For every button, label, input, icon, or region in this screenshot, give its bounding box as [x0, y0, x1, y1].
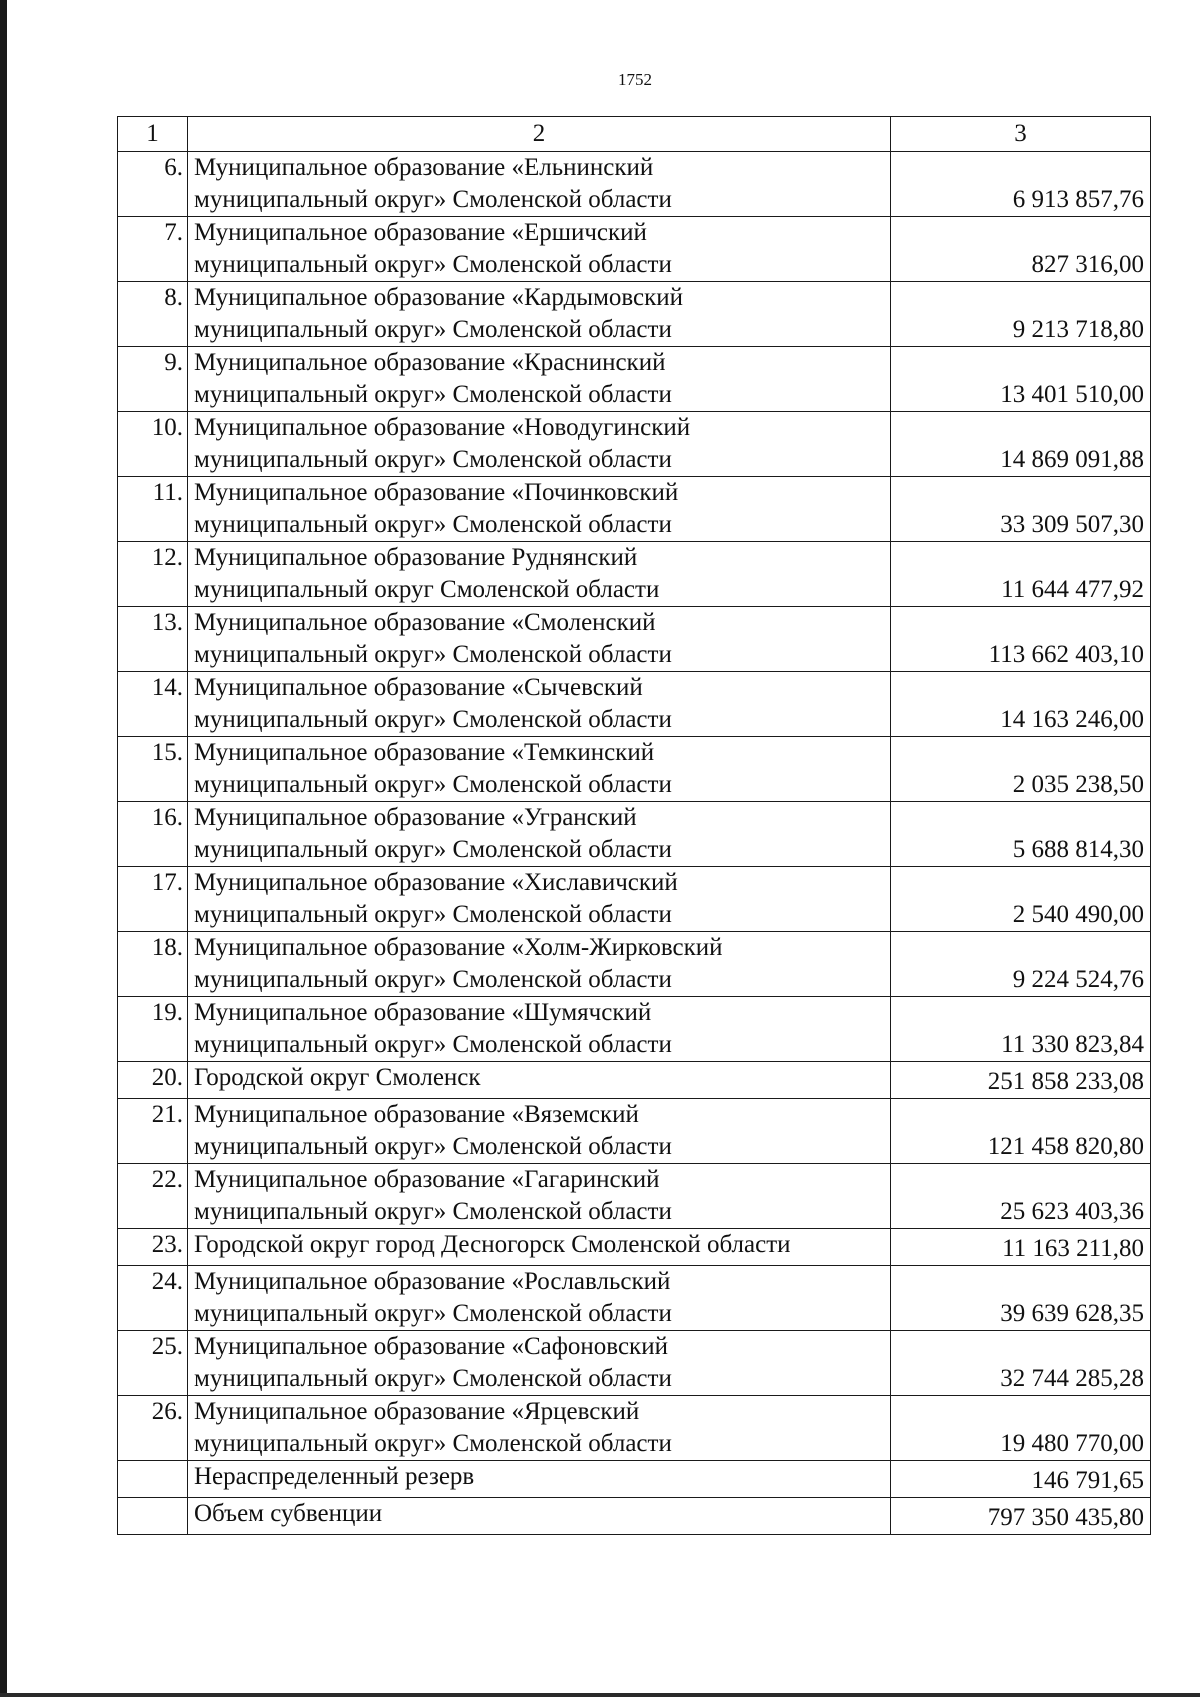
row-name-line-2: муниципальный округ Смоленской области — [194, 576, 660, 603]
row-amount: 39 639 628,35 — [891, 1266, 1151, 1331]
row-amount: 14 163 246,00 — [891, 672, 1151, 737]
table-row — [118, 802, 1151, 867]
row-name-line-1: Муниципальное образование «Ершичский — [194, 219, 647, 246]
row-amount: 11 330 823,84 — [891, 997, 1151, 1062]
row-name-line-2: муниципальный округ» Смоленской области — [194, 641, 672, 668]
row-name-line-1: Городской округ город Десногорск Смоленской области — [194, 1231, 791, 1258]
row-name-line-1: Муниципальное образование «Сафоновский — [194, 1333, 668, 1360]
row-name-line-2: муниципальный округ» Смоленской области — [194, 1031, 672, 1058]
row-amount: 13 401 510,00 — [891, 347, 1151, 412]
row-name-line-2: муниципальный округ» Смоленской области — [194, 251, 672, 278]
row-name-line-1: Муниципальное образование «Рославльский — [194, 1268, 671, 1295]
row-name — [188, 737, 891, 802]
row-name-line-1: Муниципальное образование «Гагаринский — [194, 1166, 660, 1193]
row-name — [188, 412, 891, 477]
row-number: 23. — [118, 1229, 188, 1266]
scan-bottom-edge — [0, 1693, 1200, 1697]
row-amount: 251 858 233,08 — [891, 1062, 1151, 1099]
row-number: 19. — [118, 997, 188, 1062]
row-name-line-1: Муниципальное образование «Угранский — [194, 804, 637, 831]
subvention-table — [117, 116, 1151, 1535]
table-row — [118, 737, 1151, 802]
row-name — [188, 1099, 891, 1164]
table-row — [118, 1498, 1151, 1535]
row-number: 7. — [118, 217, 188, 282]
row-amount: 113 662 403,10 — [891, 607, 1151, 672]
row-number: 16. — [118, 802, 188, 867]
row-name — [188, 542, 891, 607]
row-number: 22. — [118, 1164, 188, 1229]
scan-left-edge — [0, 0, 7, 1697]
row-number: 8. — [118, 282, 188, 347]
table-row — [118, 1229, 1151, 1266]
row-name-line-2: муниципальный округ» Смоленской области — [194, 381, 672, 408]
row-name-line-2: муниципальный округ» Смоленской области — [194, 1198, 672, 1225]
table-header-row — [118, 117, 1151, 152]
row-amount: 827 316,00 — [891, 217, 1151, 282]
row-name — [188, 282, 891, 347]
row-number: 15. — [118, 737, 188, 802]
table-row — [118, 282, 1151, 347]
row-number: 21. — [118, 1099, 188, 1164]
row-number — [118, 1461, 188, 1498]
row-name — [188, 347, 891, 412]
row-number: 24. — [118, 1266, 188, 1331]
row-name — [188, 477, 891, 542]
table-row — [118, 412, 1151, 477]
row-number: 14. — [118, 672, 188, 737]
table-row — [118, 1062, 1151, 1099]
row-number: 13. — [118, 607, 188, 672]
row-number: 11. — [118, 477, 188, 542]
row-amount: 32 744 285,28 — [891, 1331, 1151, 1396]
row-amount: 25 623 403,36 — [891, 1164, 1151, 1229]
row-name-line-1: Муниципальное образование «Холм-Жирковский — [194, 934, 723, 961]
row-name-line-1: Объем субвенции — [194, 1500, 383, 1527]
row-name-line-2: муниципальный округ» Смоленской области — [194, 771, 672, 798]
row-name-line-2: муниципальный округ» Смоленской области — [194, 966, 672, 993]
row-amount: 14 869 091,88 — [891, 412, 1151, 477]
table-row — [118, 1164, 1151, 1229]
row-name — [188, 802, 891, 867]
row-name — [188, 1498, 891, 1535]
row-number — [118, 1498, 188, 1535]
row-name — [188, 152, 891, 217]
row-name — [188, 1229, 891, 1266]
row-name — [188, 997, 891, 1062]
row-name-line-2: муниципальный округ» Смоленской области — [194, 186, 672, 213]
row-number: 25. — [118, 1331, 188, 1396]
row-name — [188, 672, 891, 737]
table-row — [118, 217, 1151, 282]
row-name-line-1: Муниципальное образование «Вяземский — [194, 1101, 639, 1128]
row-name-line-1: Муниципальное образование «Сычевский — [194, 674, 643, 701]
row-amount: 2 540 490,00 — [891, 867, 1151, 932]
row-amount: 6 913 857,76 — [891, 152, 1151, 217]
table-row — [118, 477, 1151, 542]
row-number: 9. — [118, 347, 188, 412]
header-col-1: 1 — [118, 117, 188, 152]
row-name-line-1: Муниципальное образование Руднянский — [194, 544, 638, 571]
table-row — [118, 932, 1151, 997]
row-name-line-2: муниципальный округ» Смоленской области — [194, 706, 672, 733]
row-number: 17. — [118, 867, 188, 932]
row-name-line-2: муниципальный округ» Смоленской области — [194, 1365, 672, 1392]
row-amount: 797 350 435,80 — [891, 1498, 1151, 1535]
row-name — [188, 1331, 891, 1396]
page-number: 1752 — [618, 70, 652, 89]
row-name-line-2: муниципальный округ» Смоленской области — [194, 1430, 672, 1457]
row-name-line-1: Муниципальное образование «Краснинский — [194, 349, 666, 376]
row-amount: 11 163 211,80 — [891, 1229, 1151, 1266]
table-row — [118, 607, 1151, 672]
row-amount: 33 309 507,30 — [891, 477, 1151, 542]
row-name-line-2: муниципальный округ» Смоленской области — [194, 836, 672, 863]
row-name — [188, 217, 891, 282]
row-name-line-1: Муниципальное образование «Темкинский — [194, 739, 655, 766]
table-row — [118, 1099, 1151, 1164]
row-name-line-2: муниципальный округ» Смоленской области — [194, 446, 672, 473]
table-body — [118, 117, 1151, 1535]
row-name-line-2: муниципальный округ» Смоленской области — [194, 511, 672, 538]
table-row — [118, 542, 1151, 607]
row-amount: 146 791,65 — [891, 1461, 1151, 1498]
header-col-2: 2 — [188, 117, 891, 152]
row-amount: 9 213 718,80 — [891, 282, 1151, 347]
row-amount: 9 224 524,76 — [891, 932, 1151, 997]
row-name — [188, 867, 891, 932]
row-name-line-1: Муниципальное образование «Ярцевский — [194, 1398, 640, 1425]
row-name — [188, 1266, 891, 1331]
row-amount: 121 458 820,80 — [891, 1099, 1151, 1164]
row-name-line-1: Муниципальное образование «Смоленский — [194, 609, 656, 636]
row-name-line-1: Муниципальное образование «Новодугинский — [194, 414, 691, 441]
row-amount: 19 480 770,00 — [891, 1396, 1151, 1461]
row-amount: 2 035 238,50 — [891, 737, 1151, 802]
row-name-line-1: Муниципальное образование «Ельнинский — [194, 154, 654, 181]
row-name-line-1: Муниципальное образование «Шумячский — [194, 999, 652, 1026]
row-number: 6. — [118, 152, 188, 217]
row-number: 12. — [118, 542, 188, 607]
row-amount: 5 688 814,30 — [891, 802, 1151, 867]
row-name-line-2: муниципальный округ» Смоленской области — [194, 1133, 672, 1160]
row-name-line-1: Нераспределенный резерв — [194, 1463, 475, 1490]
row-number: 26. — [118, 1396, 188, 1461]
row-name-line-1: Муниципальное образование «Починковский — [194, 479, 679, 506]
row-name-line-1: Муниципальное образование «Хиславичский — [194, 869, 678, 896]
row-name-line-2: муниципальный округ» Смоленской области — [194, 1300, 672, 1327]
table-row — [118, 997, 1151, 1062]
row-number: 18. — [118, 932, 188, 997]
table-row — [118, 1461, 1151, 1498]
row-name — [188, 607, 891, 672]
row-number: 20. — [118, 1062, 188, 1099]
table-row — [118, 672, 1151, 737]
row-name — [188, 932, 891, 997]
row-name-line-1: Муниципальное образование «Кардымовский — [194, 284, 684, 311]
table-row — [118, 1396, 1151, 1461]
table-row — [118, 347, 1151, 412]
row-name-line-2: муниципальный округ» Смоленской области — [194, 901, 672, 928]
row-name-line-1: Городской округ Смоленск — [194, 1064, 481, 1091]
row-name-line-2: муниципальный округ» Смоленской области — [194, 316, 672, 343]
header-col-3: 3 — [891, 117, 1151, 152]
table-row — [118, 1331, 1151, 1396]
row-amount: 11 644 477,92 — [891, 542, 1151, 607]
row-name — [188, 1062, 891, 1099]
row-name — [188, 1396, 891, 1461]
row-name — [188, 1164, 891, 1229]
table-row — [118, 1266, 1151, 1331]
row-number: 10. — [118, 412, 188, 477]
table-row — [118, 152, 1151, 217]
row-name — [188, 1461, 891, 1498]
table-row — [118, 867, 1151, 932]
